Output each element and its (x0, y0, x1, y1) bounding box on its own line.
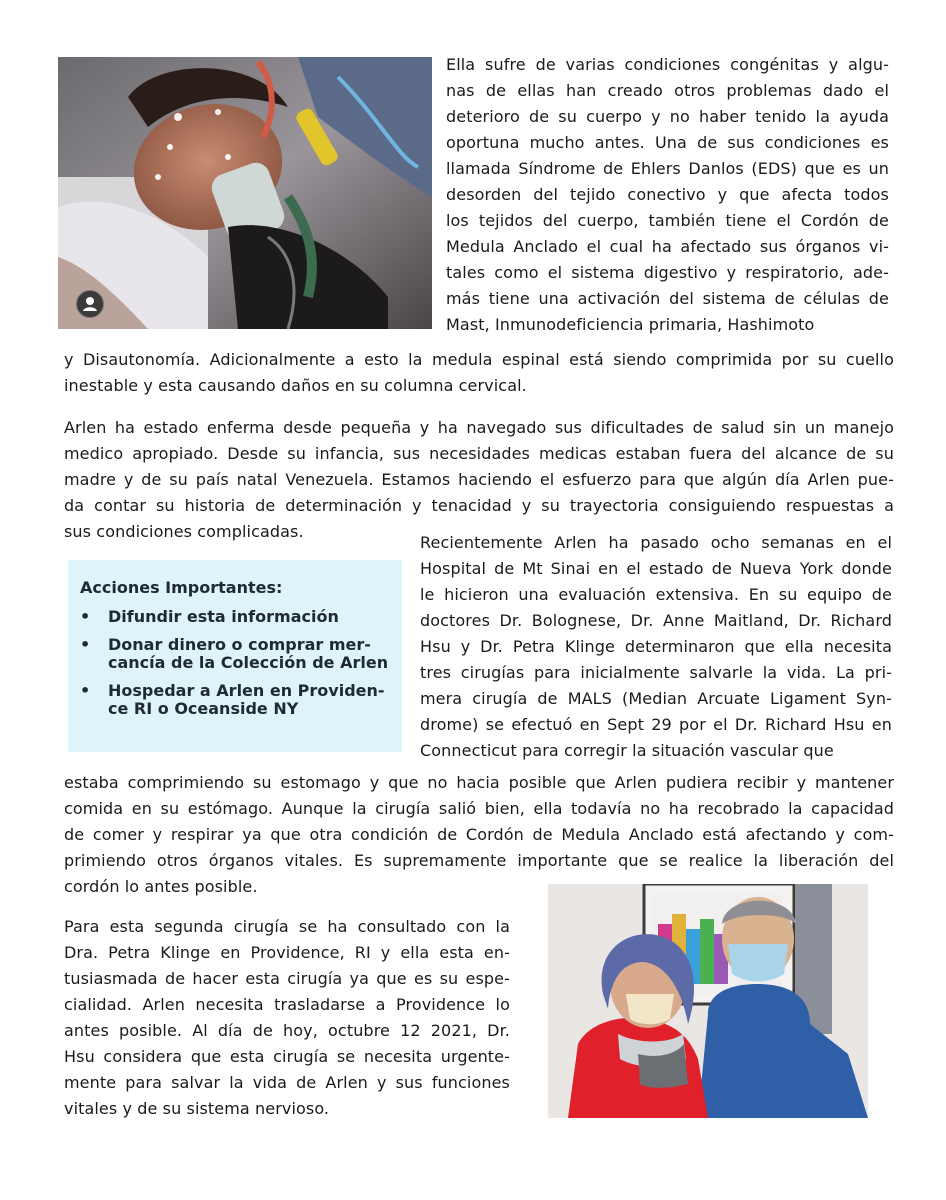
list-item (80, 682, 390, 718)
text-line: primiendo otros órganos vitales. Es supremamente importante que se realice la liberación del (64, 851, 894, 870)
text-line: tales como el sistema digestivo y respiratorio, ade- (446, 263, 889, 282)
actions-list (80, 608, 390, 728)
paragraph-treatment-column (420, 530, 892, 764)
text-line: y Disautonomía. Adicionalmente a esto la medula espinal está siendo comprimida por su cuello (64, 350, 894, 369)
text-line: Hsu considera que esta cirugía se necesita urgente- (64, 1047, 510, 1066)
doctor-photo (548, 884, 868, 1118)
list-item-text: Difundir esta información (108, 607, 339, 626)
text-line: Connecticut para corregir la situación vascular que (420, 741, 834, 760)
paragraph-treatment-full (64, 770, 894, 900)
text-line: Hsu y Dr. Petra Klinge determinaron que ella necesita (420, 637, 892, 656)
paragraph-conditions-column (446, 52, 889, 338)
text-line: Dra. Petra Klinge en Providence, RI y ella esta en- (64, 943, 510, 962)
text-line: más tiene una activación del sistema de células de (446, 289, 889, 308)
text-line: Para esta segunda cirugía se ha consultado con la (64, 917, 510, 936)
text-line: Medula Anclado el cual ha afectado sus órganos vi- (446, 237, 889, 256)
text-line: estaba comprimiendo su estomago y que no hacia posible que Arlen pudiera recibir y mantener (64, 773, 894, 792)
doctor-photo-illustration (548, 884, 868, 1118)
bullet-icon: • (80, 681, 91, 700)
text-line: los tejidos del cuerpo, también tiene el Cordón de (446, 211, 889, 230)
text-line: antes posible. Al día de hoy, octubre 12 2021, Dr. (64, 1021, 510, 1040)
text-line: tusiasmada de hacer esta cirugía ya que es su espe- (64, 969, 510, 988)
text-line: mera cirugía de MALS (Median Arcuate Ligament Syn- (420, 689, 892, 708)
paragraph-history (64, 415, 894, 545)
text-line: doctores Dr. Bolognese, Dr. Anne Maitland, Dr. Richard (420, 611, 892, 630)
text-line: comida en su estómago. Aunque la cirugía salió bien, ella todavía no ha recobrado la capacidad (64, 799, 894, 818)
text-line: cordón lo antes posible. (64, 877, 258, 896)
bullet-icon: • (80, 607, 91, 626)
list-item-text: Hospedar a Arlen en Providen- ce RI o Oceanside NY (108, 681, 385, 718)
text-line: nas de ellas han creado otros problemas dado el (446, 81, 889, 100)
list-item (80, 636, 390, 672)
text-line: deterioro de su cuerpo y no haber tenido la ayuda (446, 107, 889, 126)
bullet-icon: • (80, 635, 91, 654)
text-line: Mast, Inmunodeficiencia primaria, Hashimoto (446, 315, 815, 334)
list-item-text: Donar dinero o comprar mer- cancía de la Colección de Arlen (108, 635, 389, 672)
text-line: vitales y de su sistema nervioso. (64, 1099, 330, 1118)
text-line: Hospital de Mt Sinai en el estado de Nueva York donde (420, 559, 892, 578)
text-line: da contar su historia de determinación y tenacidad y su trayectoria consiguiendo respuestas a (64, 496, 894, 515)
text-line: mente para salvar la vida de Arlen y sus funciones (64, 1073, 510, 1092)
hospital-photo-illustration (58, 57, 432, 329)
text-line: tres cirugías para inicialmente salvarle la vida. La pri- (420, 663, 892, 682)
important-actions-callout (68, 560, 402, 752)
text-line: Recientemente Arlen ha pasado ocho semanas en el (420, 533, 892, 552)
text-line: Ella sufre de varias condiciones congénitas y algu- (446, 55, 889, 74)
text-line: oportuna mucho antes. Una de sus condiciones es (446, 133, 889, 152)
user-icon[interactable] (76, 290, 104, 318)
paragraph-second-surgery (64, 914, 510, 1122)
text-line: sus condiciones complicadas. (64, 522, 304, 541)
text-line: Arlen ha estado enferma desde pequeña y ha navegado sus dificultades de salud sin un manejo (64, 418, 894, 437)
text-line: inestable y esta causando daños en su columna cervical. (64, 376, 527, 395)
text-line: desorden del tejido conectivo y que afecta todos (446, 185, 889, 204)
text-line: le hicieron una evaluación extensiva. En su equipo de (420, 585, 892, 604)
callout-title: Acciones Importantes: (80, 578, 283, 597)
text-line: de comer y respirar ya que otra condición de Cordón de Medula Anclado está afectando y com- (64, 825, 894, 844)
text-line: medico apropiado. Desde su infancia, sus necesidades medicas estaban fuera del alcance de su (64, 444, 894, 463)
text-line: llamada Síndrome de Ehlers Danlos (EDS) que es un (446, 159, 889, 178)
text-line: drome) se efectuó en Sept 29 por el Dr. Richard Hsu en (420, 715, 892, 734)
paragraph-conditions-full (64, 347, 894, 399)
text-line: cialidad. Arlen necesita trasladarse a Providence lo (64, 995, 510, 1014)
hospital-photo (58, 57, 432, 329)
list-item (80, 608, 390, 626)
text-line: madre y de su país natal Venezuela. Estamos haciendo el esfuerzo para que algún día Arlen pue- (64, 470, 894, 489)
